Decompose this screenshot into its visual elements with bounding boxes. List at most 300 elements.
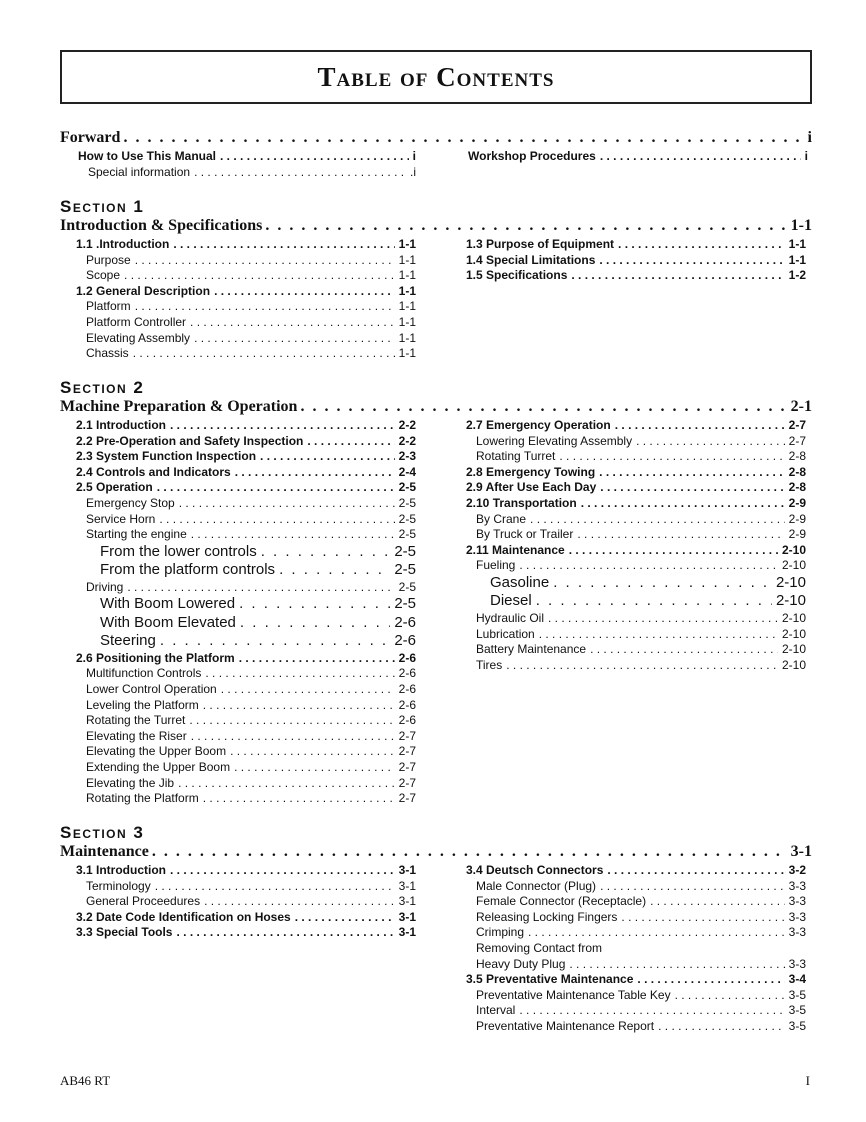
dot-leader — [261, 543, 391, 562]
entry-page: 3-3 — [788, 878, 806, 893]
dot-leader — [191, 729, 395, 745]
entry-label: Preventative Maintenance Report — [476, 1018, 655, 1033]
entry-page: 2-7 — [398, 760, 416, 774]
dot-leader — [135, 299, 395, 315]
dot-leader — [127, 580, 394, 596]
entry-page: 2-10 — [775, 573, 806, 591]
entry-page: 2-9 — [788, 511, 806, 526]
dot-leader — [159, 512, 394, 528]
entry-page: 2-8 — [788, 449, 806, 464]
toc-entry[interactable] — [76, 346, 416, 362]
toc-entry[interactable] — [76, 879, 416, 895]
entry-page: 2-9 — [788, 527, 806, 542]
dot-leader — [519, 558, 778, 574]
dot-leader — [650, 894, 785, 910]
toc-entry[interactable] — [76, 418, 416, 434]
entry-label: 2.8 Emergency Towing — [466, 464, 596, 479]
dot-leader — [234, 760, 395, 776]
entry-label: Rotating the Turret — [86, 713, 186, 728]
toc-entry[interactable] — [466, 863, 806, 879]
toc-entry[interactable] — [78, 165, 416, 181]
dot-leader — [600, 149, 801, 165]
dot-leader — [506, 658, 778, 674]
entry-page: 2-6 — [398, 650, 416, 665]
entry-label: Platform Controller — [86, 314, 187, 329]
dot-leader — [191, 527, 395, 543]
toc-entry[interactable] — [466, 268, 806, 284]
dot-leader — [295, 910, 395, 926]
section-1-left-column — [76, 237, 416, 362]
toc-entry[interactable] — [76, 760, 416, 776]
toc-chapter-section-3[interactable] — [60, 843, 812, 863]
dot-leader — [203, 791, 395, 807]
dot-leader — [173, 237, 394, 253]
dot-leader — [590, 642, 778, 658]
entry-label: 3.4 Deutsch Connectors — [466, 863, 604, 877]
toc-entry[interactable] — [76, 910, 416, 926]
entry-label: Interval — [476, 1003, 516, 1018]
entry-label: 2.1 Introduction — [76, 418, 166, 432]
toc-entry[interactable] — [466, 418, 806, 434]
entry-page: 2-7 — [788, 433, 806, 448]
entry-page: 2-7 — [398, 728, 416, 743]
entry-page: 3-1 — [398, 925, 416, 940]
entry-page: 1-1 — [398, 314, 416, 329]
dot-leader — [203, 698, 395, 714]
entry-page: 2-10 — [781, 558, 806, 573]
toc-entry[interactable] — [466, 1019, 806, 1035]
toc-entry[interactable] — [466, 925, 806, 941]
toc-entry[interactable] — [466, 972, 806, 988]
toc-entry[interactable] — [466, 592, 806, 611]
entry-page: 3-3 — [788, 925, 806, 940]
dot-leader — [618, 237, 785, 253]
dot-leader — [539, 627, 778, 643]
entry-page: 2-2 — [398, 433, 416, 448]
toc-entry[interactable] — [76, 863, 416, 879]
toc-entry[interactable] — [76, 268, 416, 284]
entry-label: Chassis — [86, 346, 129, 361]
entry-page: 3-3 — [788, 909, 806, 924]
entry-label: 2.2 Pre-Operation and Safety Inspection — [76, 433, 304, 448]
toc-entry[interactable] — [466, 957, 806, 973]
dot-leader — [548, 611, 778, 627]
entry-label: Hydraulic Oil — [476, 610, 545, 625]
toc-entry[interactable] — [466, 434, 806, 450]
toc-entry[interactable] — [466, 941, 806, 957]
entry-label: From the platform controls — [100, 561, 276, 579]
entry-page: 2-4 — [398, 464, 416, 479]
dot-leader — [265, 217, 787, 235]
forward-left-column — [78, 149, 416, 180]
dot-leader — [220, 149, 409, 165]
dot-leader — [176, 925, 394, 941]
entry-page: 2-7 — [398, 775, 416, 790]
entry-page: 2-5 — [398, 480, 416, 495]
dot-leader — [536, 592, 772, 611]
toc-entry[interactable] — [466, 449, 806, 465]
entry-label: 2.11 Maintenance — [466, 542, 565, 557]
toc-entry[interactable] — [76, 651, 416, 667]
toc-entry[interactable] — [468, 149, 808, 165]
toc-entry[interactable] — [76, 776, 416, 792]
entry-label: Releasing Locking Fingers — [476, 909, 618, 924]
toc-entry[interactable] — [76, 284, 416, 300]
entry-label: Diesel — [490, 592, 532, 610]
dot-leader — [637, 972, 784, 988]
entry-label: 1.4 Special Limitations — [466, 252, 596, 267]
entry-page: 1-1 — [398, 330, 416, 345]
entry-page: 3-2 — [788, 863, 806, 877]
toc-entry[interactable] — [76, 299, 416, 315]
entry-label: 2.6 Positioning the Platform — [76, 650, 235, 665]
entry-label: Leveling the Platform — [86, 697, 199, 712]
entry-label: 3.2 Date Code Identification on Hoses — [76, 909, 291, 924]
dot-leader — [239, 595, 390, 614]
entry-label: Scope — [86, 268, 121, 283]
toc-entry[interactable] — [76, 682, 416, 698]
dot-leader — [239, 651, 395, 667]
entry-page: 2-10 — [781, 542, 806, 557]
entry-label: General Proceedures — [86, 894, 201, 909]
toc-entry[interactable] — [466, 465, 806, 481]
entry-label: Multifunction Controls — [86, 666, 202, 681]
entry-label: Gasoline — [490, 573, 550, 591]
dot-leader — [571, 268, 784, 284]
entry-label: 2.7 Emergency Operation — [466, 418, 611, 432]
toc-entry[interactable] — [466, 611, 806, 627]
chapter-page: 3-1 — [790, 843, 812, 860]
footer-page-number: I — [805, 1073, 810, 1088]
entry-label: Lower Control Operation — [86, 682, 217, 697]
toc-entry[interactable] — [466, 642, 806, 658]
toc-entry[interactable] — [76, 237, 416, 253]
toc-entry[interactable] — [76, 449, 416, 465]
title-box — [60, 50, 812, 104]
entry-page: 3-4 — [788, 972, 806, 987]
entry-page: 1-1 — [788, 237, 806, 251]
toc-entry[interactable] — [466, 879, 806, 895]
dot-leader — [530, 512, 785, 528]
entry-label: Platform — [86, 299, 131, 314]
entry-label: Driving — [86, 579, 124, 594]
dot-leader — [240, 614, 390, 633]
entry-label: Purpose — [86, 252, 131, 267]
entry-page: 2-6 — [398, 682, 416, 697]
dot-leader — [155, 879, 395, 895]
chapter-page: i — [807, 129, 812, 146]
footer-model: AB46 RT — [60, 1073, 111, 1088]
entry-page: 2-2 — [398, 418, 416, 432]
dot-leader — [559, 449, 784, 465]
entry-page: 2-10 — [781, 610, 806, 625]
entry-label: Heavy Duty Plug — [476, 956, 566, 971]
entry-label: 2.4 Controls and Indicators — [76, 464, 231, 479]
entry-page: i — [412, 149, 416, 163]
entry-page: 3-5 — [788, 1018, 806, 1033]
entry-page: 2-7 — [788, 418, 806, 432]
dot-leader — [569, 543, 778, 559]
toc-entry[interactable] — [76, 698, 416, 714]
entry-page: 2-3 — [398, 449, 416, 464]
dot-leader — [300, 398, 787, 416]
entry-label: Emergency Stop — [86, 495, 175, 510]
dot-leader — [204, 894, 395, 910]
entry-page: 2-5 — [394, 595, 416, 613]
entry-page: 2-9 — [788, 495, 806, 510]
toc-entry[interactable] — [466, 253, 806, 269]
entry-page: 2-10 — [781, 626, 806, 641]
toc-entry[interactable] — [76, 744, 416, 760]
dot-leader — [170, 863, 395, 879]
entry-page: 2-6 — [394, 613, 416, 631]
toc-entry[interactable] — [466, 627, 806, 643]
toc-entry[interactable] — [466, 237, 806, 253]
chapter-label: Introduction & Specifications — [60, 217, 263, 234]
entry-label: 2.3 System Function Inspection — [76, 449, 257, 464]
toc-entry[interactable] — [76, 434, 416, 450]
toc-entry[interactable] — [76, 713, 416, 729]
dot-leader — [260, 449, 395, 465]
section-heading: Section 1 — [60, 197, 145, 216]
entry-page: 2-6 — [398, 697, 416, 712]
entry-label: With Boom Lowered — [100, 595, 236, 613]
dot-leader — [607, 863, 784, 879]
toc-entry[interactable] — [76, 632, 416, 651]
dot-leader — [205, 666, 394, 682]
dot-leader — [123, 129, 804, 147]
entry-label: Special information — [88, 164, 191, 179]
entry-label: 2.9 After Use Each Day — [466, 480, 597, 495]
entry-label: Starting the engine — [86, 527, 187, 542]
entry-label: 3.1 Introduction — [76, 863, 166, 877]
entry-page: 2-8 — [788, 480, 806, 495]
dot-leader — [279, 561, 390, 580]
dot-leader — [194, 331, 395, 347]
entry-label: Male Connector (Plug) — [476, 878, 597, 893]
entry-page: 2-5 — [398, 495, 416, 510]
toc-entry[interactable] — [466, 527, 806, 543]
entry-page: 2-5 — [394, 561, 416, 579]
toc-entry[interactable] — [76, 791, 416, 807]
dot-leader — [152, 843, 788, 861]
toc-entry[interactable] — [76, 496, 416, 512]
entry-page: 1-1 — [398, 299, 416, 314]
dot-leader — [581, 496, 785, 512]
toc-entry[interactable] — [76, 315, 416, 331]
entry-page: 3-1 — [398, 909, 416, 924]
entry-label: 1.3 Purpose of Equipment — [466, 237, 615, 251]
entry-page: 2-6 — [394, 632, 416, 650]
toc-entry[interactable] — [76, 480, 416, 496]
entry-page: 2-7 — [398, 744, 416, 759]
entry-page: i — [804, 149, 808, 163]
dot-leader — [179, 496, 395, 512]
dot-leader — [599, 465, 785, 481]
entry-page: 3-3 — [788, 956, 806, 971]
section-heading: Section 2 — [60, 378, 145, 397]
entry-label: 2.10 Transportation — [466, 495, 577, 510]
toc-entry[interactable] — [466, 543, 806, 559]
entry-label: 2.5 Operation — [76, 480, 153, 495]
entry-page: 1-1 — [788, 252, 806, 267]
entry-label: By Crane — [476, 511, 527, 526]
page-title: Table of Contents — [317, 61, 555, 92]
dot-leader — [658, 1019, 785, 1035]
dot-leader — [636, 434, 785, 450]
entry-page: 1-2 — [788, 268, 806, 283]
entry-page: 2-10 — [781, 642, 806, 657]
toc-entry[interactable] — [76, 331, 416, 347]
entry-page: 2-10 — [775, 592, 806, 610]
entry-label: Rotating the Platform — [86, 791, 199, 806]
toc-entry[interactable] — [466, 658, 806, 674]
entry-label: Elevating Assembly — [86, 330, 191, 345]
entry-label: Workshop Procedures — [468, 149, 596, 163]
entry-page: 2-5 — [398, 579, 416, 594]
dot-leader — [157, 480, 395, 496]
dot-leader — [600, 480, 784, 496]
toc-chapter-section-2[interactable] — [60, 398, 812, 418]
entry-page: 1-1 — [398, 237, 416, 251]
entry-page: 3-1 — [398, 894, 416, 909]
toc-entry[interactable] — [76, 465, 416, 481]
dot-leader — [170, 418, 395, 434]
entry-label: Removing Contact from — [476, 940, 603, 955]
toc-entry[interactable] — [76, 894, 416, 910]
toc-chapter-section-1[interactable] — [60, 217, 812, 237]
dot-leader — [230, 744, 395, 760]
entry-page: 1-1 — [398, 252, 416, 267]
dot-leader — [124, 268, 395, 284]
entry-label: Lowering Elevating Assembly — [476, 433, 633, 448]
entry-label: 1.2 General Description — [76, 283, 211, 298]
entry-label: 3.3 Special Tools — [76, 925, 173, 940]
dot-leader — [160, 632, 390, 651]
entry-label: From the lower controls — [100, 542, 257, 560]
entry-page: 2-5 — [398, 511, 416, 526]
entry-label: Elevating the Upper Boom — [86, 744, 227, 759]
toc-entry[interactable] — [76, 925, 416, 941]
dot-leader — [307, 434, 394, 450]
dot-leader — [577, 527, 784, 543]
toc-chapter-forward[interactable] — [60, 129, 812, 149]
entry-label: Steering — [100, 632, 156, 650]
entry-page: 2-5 — [394, 542, 416, 560]
toc-entry[interactable] — [76, 595, 416, 614]
toc-entry[interactable] — [466, 496, 806, 512]
entry-label: Female Connector (Receptacle) — [476, 894, 647, 909]
entry-page: 3-1 — [398, 863, 416, 877]
entry-label: Preventative Maintenance Table Key — [476, 987, 671, 1002]
toc-entry[interactable] — [466, 574, 806, 593]
entry-label: Tires — [476, 657, 503, 672]
entry-page: 3-5 — [788, 987, 806, 1002]
toc-entry[interactable] — [466, 1003, 806, 1019]
entry-label: How to Use This Manual — [78, 149, 217, 163]
entry-page: 3-1 — [398, 878, 416, 893]
entry-page: 2-8 — [788, 464, 806, 479]
toc-entry[interactable] — [78, 149, 416, 165]
dot-leader — [675, 988, 785, 1004]
entry-label: Lubrication — [476, 626, 535, 641]
dot-leader — [553, 574, 772, 593]
toc-entry[interactable] — [76, 543, 416, 562]
dot-leader — [214, 284, 395, 300]
entry-label: With Boom Elevated — [100, 613, 236, 631]
toc-entry[interactable] — [76, 512, 416, 528]
toc-entry[interactable] — [76, 729, 416, 745]
section-3-right-column — [466, 863, 806, 1035]
dot-leader — [178, 776, 395, 792]
entry-label: Fueling — [476, 558, 516, 573]
entry-label: 1.5 Specifications — [466, 268, 568, 283]
dot-leader — [599, 253, 784, 269]
dot-leader — [519, 1003, 784, 1019]
chapter-page: 2-1 — [790, 398, 812, 415]
entry-page: 3-5 — [788, 1003, 806, 1018]
entry-page: 2-6 — [398, 666, 416, 681]
toc-entry[interactable] — [76, 527, 416, 543]
chapter-page: 1-1 — [790, 217, 812, 234]
entry-page: 1-1 — [398, 346, 416, 361]
toc-entry[interactable] — [76, 253, 416, 269]
entry-page: .i — [410, 164, 416, 179]
dot-leader — [190, 315, 395, 331]
entry-page: 2-6 — [398, 713, 416, 728]
toc-entry[interactable] — [466, 988, 806, 1004]
dot-leader — [621, 910, 784, 926]
toc-entry[interactable] — [466, 480, 806, 496]
section-heading: Section 3 — [60, 823, 145, 842]
chapter-label: Forward — [60, 129, 121, 146]
dot-leader — [221, 682, 395, 698]
dot-leader — [194, 165, 406, 181]
entry-label: Battery Maintenance — [476, 642, 587, 657]
toc-entry[interactable] — [76, 614, 416, 633]
dot-leader — [235, 465, 395, 481]
dot-leader — [600, 879, 785, 895]
entry-label: Terminology — [86, 878, 151, 893]
entry-page: 3-3 — [788, 894, 806, 909]
dot-leader — [528, 925, 785, 941]
section-3-left-column — [76, 863, 416, 941]
entry-page: 2-7 — [398, 791, 416, 806]
toc-entry[interactable] — [466, 558, 806, 574]
toc-entry[interactable] — [76, 561, 416, 580]
dot-leader — [135, 253, 395, 269]
section-2-left-column — [76, 418, 416, 807]
forward-right-column — [468, 149, 808, 165]
section-1-right-column — [466, 237, 806, 284]
dot-leader — [615, 418, 785, 434]
toc-entry[interactable] — [466, 894, 806, 910]
entry-label: 3.5 Preventative Maintenance — [466, 972, 634, 987]
entry-label: Elevating the Riser — [86, 728, 187, 743]
chapter-label: Maintenance — [60, 843, 149, 860]
toc-entry[interactable] — [76, 666, 416, 682]
dot-leader — [189, 713, 394, 729]
entry-page: 2-5 — [398, 527, 416, 542]
dot-leader — [133, 346, 395, 362]
entry-label: Service Horn — [86, 511, 156, 526]
toc-entry[interactable] — [466, 910, 806, 926]
chapter-label: Machine Preparation & Operation — [60, 398, 298, 415]
toc-entry[interactable] — [76, 580, 416, 596]
toc-entry[interactable] — [466, 512, 806, 528]
dot-leader — [569, 957, 784, 973]
entry-label: By Truck or Trailer — [476, 527, 574, 542]
